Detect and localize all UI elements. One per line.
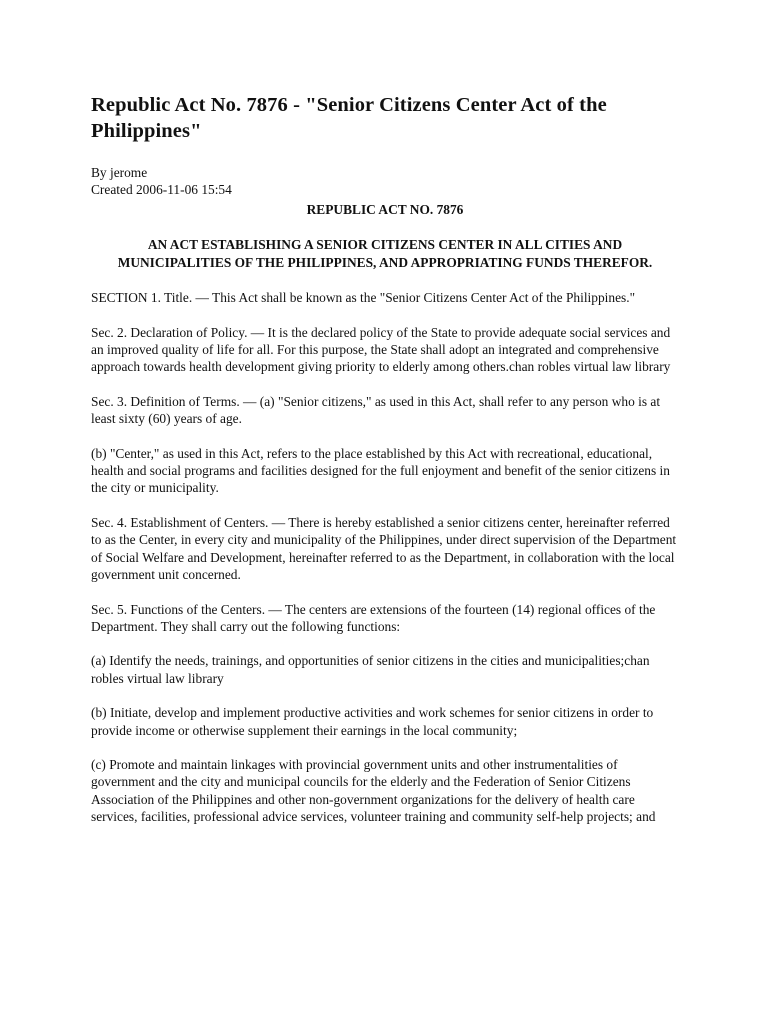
section-2-paragraph: Sec. 2. Declaration of Policy. — It is the declared policy of the State to provide adequate social services and an improved quality of life for all. For this purpose, the State shall adopt an integrated and comprehensive approach towards health development giving priority to elderly among others.chan robles virtual law library: [91, 324, 671, 375]
act-number-heading: REPUBLIC ACT NO. 7876: [306, 202, 464, 217]
author-line: By jerome: [91, 165, 148, 180]
created-line: Created 2006-11-06 15:54: [91, 182, 232, 197]
section-3b-paragraph: (b) "Center," as used in this Act, refers to the place established by this Act with recreational, educational, health and social programs and facilities designed for the full enjoyment and benefit of the senior citizens in the city or municipality.: [91, 445, 670, 496]
document-meta: [91, 164, 679, 198]
section-4-paragraph: Sec. 4. Establishment of Centers. — There is hereby established a senior citizens center, hereinafter referred to as the Center, in every city and municipality of the Philippines, under direct supervision of the Department of Social Welfare and Development, hereinafter referred to as the Department, in collaboration with the local government unit concerned.: [91, 514, 677, 583]
document-page: [91, 92, 679, 826]
act-long-title: AN ACT ESTABLISHING A SENIOR CITIZENS CENTER IN ALL CITIES AND MUNICIPALITIES OF THE PHILIPPINES, AND APPROPRIATING FUNDS THEREFOR.: [117, 237, 653, 270]
section-5a-paragraph: (a) Identify the needs, trainings, and opportunities of senior citizens in the cities and municipalities;chan robles virtual law library: [91, 653, 650, 686]
section-5b-paragraph: (b) Initiate, develop and implement productive activities and work schemes for senior citizens in order to provide income or otherwise supplement their earnings in the local community;: [91, 705, 654, 738]
section-1-paragraph: SECTION 1. Title. — This Act shall be known as the "Senior Citizens Center Act of the Philippines.": [91, 290, 636, 306]
section-5c-paragraph: (c) Promote and maintain linkages with provincial government units and other instrumentalities of government and the city and municipal councils for the elderly and the Federation of Senior Citizens Association of the Philippines and other non-government organizations for the delivery of health care services, facilities, professional advice services, volunteer training and community self-help projects; and: [91, 756, 656, 825]
document-title: Republic Act No. 7876 - "Senior Citizens Center Act of the Philippines": [91, 94, 607, 142]
section-5-paragraph: Sec. 5. Functions of the Centers. — The centers are extensions of the fourteen (14) regional offices of the Department. They shall carry out the following functions:: [91, 601, 656, 634]
section-3a-paragraph: Sec. 3. Definition of Terms. — (a) "Senior citizens," as used in this Act, shall refer to any person who is at least sixty (60) years of age.: [91, 393, 661, 427]
